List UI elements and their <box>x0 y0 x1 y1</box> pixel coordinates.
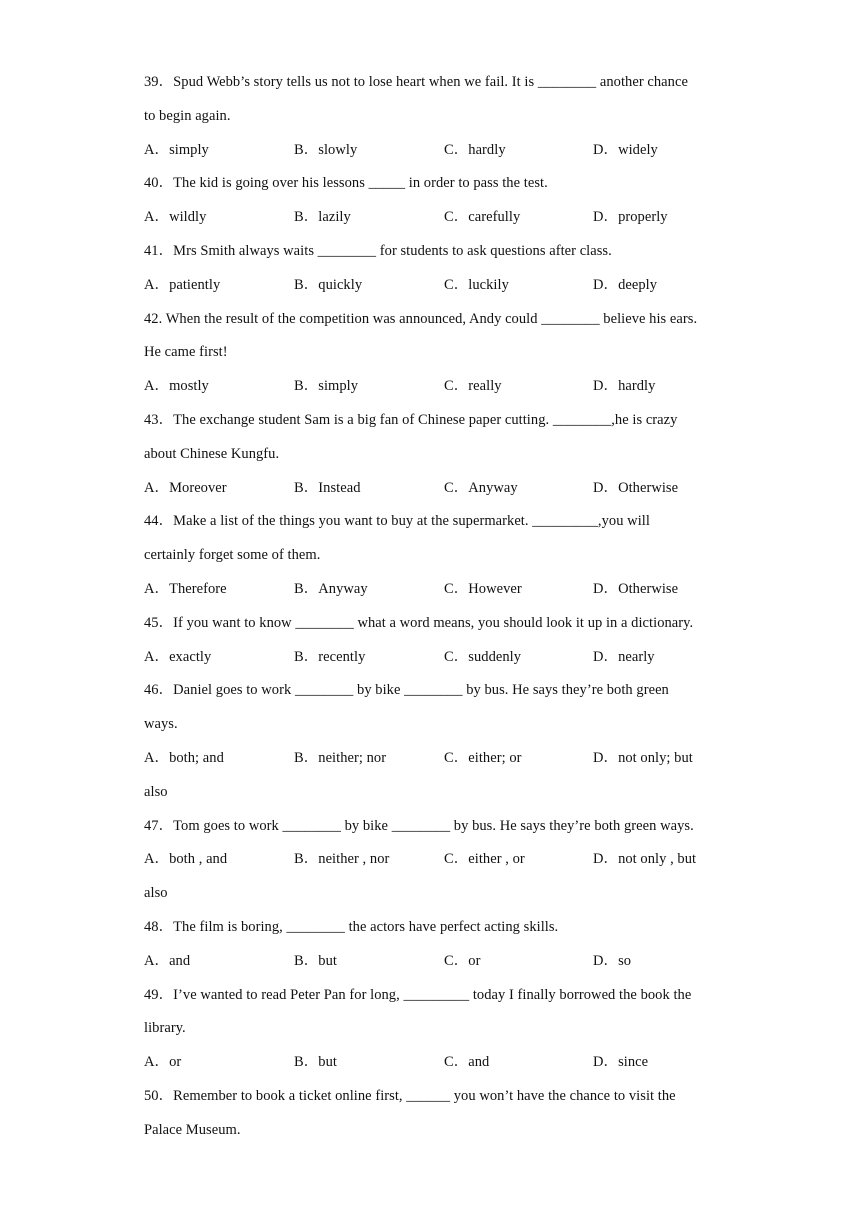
option-b: B．neither; nor <box>294 749 387 766</box>
options-row <box>144 843 734 877</box>
option-d: D．Otherwise <box>593 479 679 496</box>
question-stem: library. <box>144 1020 186 1037</box>
option-a: A．mostly <box>144 378 209 395</box>
option-d: D．not only; but <box>593 749 693 766</box>
question-stem: about Chinese Kungfu. <box>144 445 280 462</box>
options-row <box>144 573 734 607</box>
question-stem: 50．Remember to book a ticket online first, ______ you won’t have the chance to visit the <box>144 1087 676 1104</box>
option-b: B．recently <box>294 648 366 665</box>
question-43 <box>144 404 734 505</box>
question-48 <box>144 911 734 979</box>
option-c: C．suddenly <box>444 648 522 665</box>
option-a: A．and <box>144 952 191 969</box>
options-row <box>144 134 734 168</box>
option-c: C．luckily <box>444 276 509 293</box>
options-row <box>144 945 734 979</box>
option-c: C．really <box>444 378 502 395</box>
question-44 <box>144 505 734 606</box>
question-stem: 41．Mrs Smith always waits ________ for students to ask questions after class. <box>144 242 612 259</box>
option-b: B．slowly <box>294 141 358 158</box>
option-c: C．either , or <box>444 851 525 868</box>
option-d: D．widely <box>593 141 658 158</box>
option-a: A．both , and <box>144 851 228 868</box>
question-41 <box>144 235 734 303</box>
question-stem: 40．The kid is going over his lessons _____ in order to pass the test. <box>144 175 548 192</box>
option-c: C．or <box>444 952 481 969</box>
option-d: D．not only , but <box>593 851 697 868</box>
options-row <box>144 641 734 675</box>
option-d-continuation: also <box>144 783 168 800</box>
option-a: A．wildly <box>144 209 207 226</box>
option-c: C．carefully <box>444 209 521 226</box>
option-b: B．neither , nor <box>294 851 390 868</box>
option-b: B．but <box>294 1054 337 1071</box>
option-b: B．quickly <box>294 276 363 293</box>
option-d: D．since <box>593 1054 649 1071</box>
option-a: A．exactly <box>144 648 212 665</box>
option-d: D．properly <box>593 209 668 226</box>
option-d: D．hardly <box>593 378 656 395</box>
option-b: B．Anyway <box>294 580 368 597</box>
option-b: B．Instead <box>294 479 361 496</box>
option-d: D．so <box>593 952 632 969</box>
option-c: C．However <box>444 580 522 597</box>
options-row <box>144 1046 734 1080</box>
question-stem: Palace Museum. <box>144 1121 241 1138</box>
option-d: D．Otherwise <box>593 580 679 597</box>
option-a: A．Therefore <box>144 580 227 597</box>
option-d: D．deeply <box>593 276 658 293</box>
option-a: A．or <box>144 1054 182 1071</box>
question-39 <box>144 66 734 167</box>
question-stem: 44．Make a list of the things you want to buy at the supermarket. _________,you will <box>144 513 650 530</box>
options-row <box>144 269 734 303</box>
question-50 <box>144 1080 734 1148</box>
option-b: B．but <box>294 952 337 969</box>
question-stem: 47．Tom goes to work ________ by bike ________ by bus. He says they’re both green ways. <box>144 817 694 834</box>
option-b: B．lazily <box>294 209 351 226</box>
options-row <box>144 370 734 404</box>
options-row <box>144 201 734 235</box>
option-c: C．either; or <box>444 749 522 766</box>
question-stem: 39．Spud Webb’s story tells us not to lose heart when we fail. It is ________ another chance <box>144 74 688 90</box>
question-stem: 45．If you want to know ________ what a word means, you should look it up in a dictionary. <box>144 614 694 631</box>
question-stem: He came first! <box>144 344 228 361</box>
option-a: A．patiently <box>144 276 221 293</box>
options-row <box>144 742 734 776</box>
option-a: A．both; and <box>144 749 224 766</box>
question-42 <box>144 303 734 404</box>
question-stem: to begin again. <box>144 107 231 124</box>
option-c: C．Anyway <box>444 479 518 496</box>
option-c: C．and <box>444 1054 490 1071</box>
question-stem: 46．Daniel goes to work ________ by bike ________ by bus. He says they’re both green <box>144 682 669 699</box>
option-a: A．simply <box>144 141 209 158</box>
question-40 <box>144 167 734 235</box>
option-b: B．simply <box>294 378 359 395</box>
question-stem: 42. When the result of the competition was announced, Andy could ________ believe his ears. <box>144 310 698 327</box>
question-45 <box>144 607 734 675</box>
options-row <box>144 472 734 506</box>
question-46 <box>144 674 734 809</box>
question-list <box>144 66 734 1148</box>
question-47 <box>144 810 734 911</box>
question-stem: 49．I’ve wanted to read Peter Pan for long, _________ today I finally borrowed the book the <box>144 986 692 1003</box>
question-stem: 43．The exchange student Sam is a big fan of Chinese paper cutting. ________,he is crazy <box>144 411 678 428</box>
option-a: A．Moreover <box>144 479 227 496</box>
option-c: C．hardly <box>444 141 506 158</box>
option-d-continuation: also <box>144 885 168 902</box>
question-stem: 48．The film is boring, ________ the actors have perfect acting skills. <box>144 918 559 935</box>
question-49 <box>144 979 734 1080</box>
option-d: D．nearly <box>593 648 655 665</box>
question-stem: ways. <box>144 716 178 733</box>
question-stem: certainly forget some of them. <box>144 547 321 564</box>
